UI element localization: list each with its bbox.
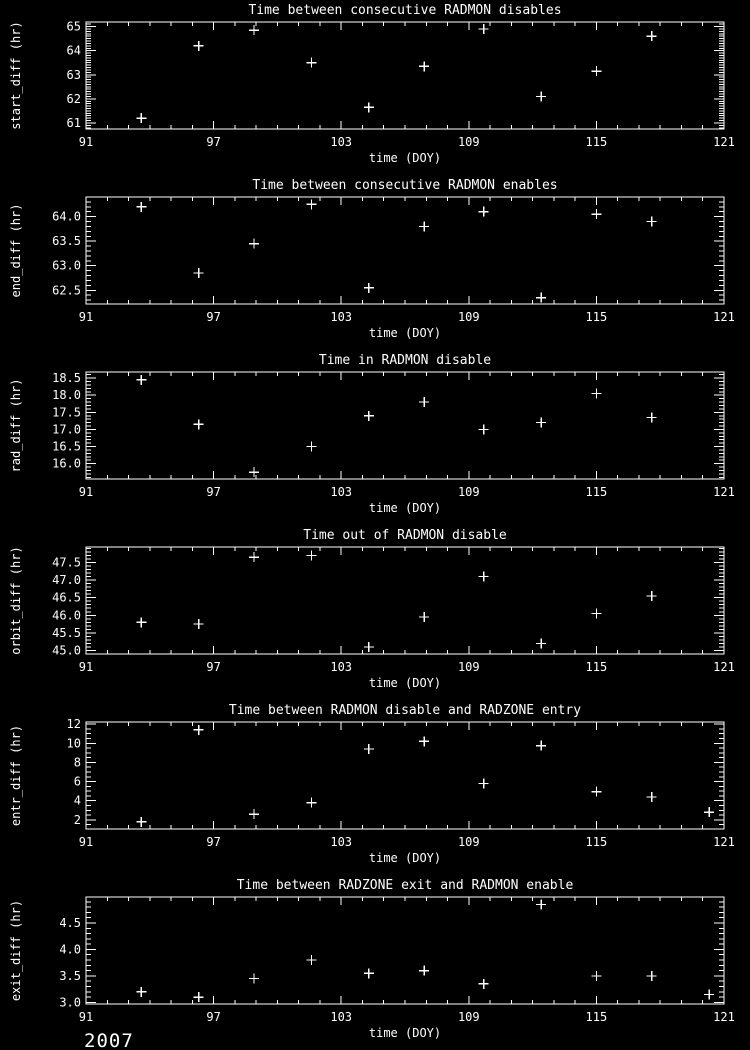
x-tick-label: 91 <box>78 310 94 324</box>
data-points <box>136 24 656 123</box>
x-tick-label: 121 <box>713 835 735 849</box>
y-tick-label: 45.5 <box>52 625 81 640</box>
axes <box>52 197 735 324</box>
x-tick-label: 109 <box>457 135 480 149</box>
y-tick-label: 4.5 <box>59 915 81 930</box>
axes <box>67 20 735 149</box>
y-tick-label: 16.5 <box>52 439 81 454</box>
axes <box>59 897 735 1024</box>
x-tick-label: 103 <box>330 1010 353 1024</box>
y-axis-label: exit_diff (hr) <box>9 899 23 1002</box>
y-tick-label: 3.0 <box>59 995 81 1010</box>
x-tick-label: 109 <box>457 1010 480 1024</box>
chart-band-4 <box>0 525 750 700</box>
y-tick-label: 3.5 <box>59 968 81 983</box>
y-tick-label: 62.5 <box>52 283 81 298</box>
x-tick-label: 115 <box>585 835 608 849</box>
x-tick-label: 115 <box>585 310 608 324</box>
chart-band-2 <box>0 175 750 350</box>
x-tick-label: 103 <box>330 835 353 849</box>
y-tick-label: 64.0 <box>52 209 81 224</box>
chart-title: Time between consecutive RADMON enables <box>252 178 558 193</box>
chart-title: Time out of RADMON disable <box>303 528 507 543</box>
x-tick-label: 121 <box>713 135 735 149</box>
y-tick-label: 12 <box>66 717 81 732</box>
y-tick-label: 18.5 <box>52 371 81 386</box>
x-axis-label: time (DOY) <box>368 1026 442 1040</box>
year-label: 2007 <box>84 1030 134 1050</box>
chart-title: Time between RADZONE exit and RADMON enable <box>236 878 574 893</box>
y-tick-label: 65 <box>66 19 81 34</box>
y-axis-label: start_diff (hr) <box>9 21 23 130</box>
x-tick-label: 109 <box>457 485 480 499</box>
x-tick-label: 97 <box>206 135 221 149</box>
y-tick-label: 63 <box>66 67 81 82</box>
chart-svg-4 <box>0 525 750 700</box>
y-tick-label: 46.5 <box>52 590 81 605</box>
y-tick-label: 62 <box>66 91 81 106</box>
y-tick-label: 61 <box>66 115 81 130</box>
data-points <box>136 375 656 477</box>
x-tick-label: 115 <box>585 660 608 674</box>
chart-title: Time between consecutive RADMON disables <box>248 3 562 18</box>
x-tick-label: 97 <box>206 835 221 849</box>
y-tick-label: 45.0 <box>52 643 81 658</box>
x-tick-label: 109 <box>457 310 480 324</box>
x-axis-label: time (DOY) <box>368 676 442 690</box>
chart-band-3 <box>0 350 750 525</box>
y-tick-label: 17.0 <box>52 422 81 437</box>
x-tick-label: 121 <box>713 310 735 324</box>
y-tick-label: 2 <box>73 812 81 827</box>
data-points <box>136 899 714 1002</box>
y-tick-label: 47.0 <box>52 573 81 588</box>
data-points <box>136 199 656 302</box>
axes <box>52 371 735 499</box>
x-tick-label: 121 <box>713 660 735 674</box>
x-tick-label: 91 <box>78 485 94 499</box>
y-tick-label: 16.0 <box>52 456 81 471</box>
x-tick-label: 115 <box>585 1010 608 1024</box>
chart-band-5 <box>0 700 750 875</box>
chart-svg-5 <box>0 700 750 875</box>
y-tick-label: 10 <box>66 736 81 751</box>
x-tick-label: 121 <box>713 485 735 499</box>
x-tick-label: 97 <box>206 1010 221 1024</box>
x-tick-label: 115 <box>585 135 608 149</box>
y-axis-label: rad_diff (hr) <box>9 378 23 473</box>
axes <box>52 547 735 674</box>
chart-svg-6 <box>0 875 750 1050</box>
x-tick-label: 109 <box>457 660 480 674</box>
x-tick-label: 97 <box>206 485 221 499</box>
chart-band-1 <box>0 0 750 175</box>
y-tick-label: 64 <box>66 43 81 58</box>
x-tick-label: 97 <box>206 660 221 674</box>
chart-title: Time between RADMON disable and RADZONE entry <box>228 703 582 718</box>
x-tick-label: 121 <box>713 1010 735 1024</box>
data-points <box>136 550 656 652</box>
y-axis-label: orbit_diff (hr) <box>9 546 23 655</box>
y-tick-label: 4.0 <box>59 942 81 957</box>
x-tick-label: 109 <box>457 835 480 849</box>
x-tick-label: 103 <box>330 310 353 324</box>
y-tick-label: 46.0 <box>52 608 81 623</box>
y-tick-label: 17.5 <box>52 405 81 420</box>
chart-svg-1 <box>0 0 750 175</box>
x-tick-label: 91 <box>78 660 94 674</box>
x-axis-label: time (DOY) <box>368 326 442 340</box>
chart-svg-2 <box>0 175 750 350</box>
y-tick-label: 6 <box>73 774 81 789</box>
x-tick-label: 103 <box>330 660 353 674</box>
x-tick-label: 115 <box>585 485 608 499</box>
y-tick-label: 47.5 <box>52 555 81 570</box>
y-tick-label: 63.0 <box>52 258 81 273</box>
x-tick-label: 91 <box>78 835 94 849</box>
chart-title: Time in RADMON disable <box>318 353 492 368</box>
y-axis-label: end_diff (hr) <box>9 203 23 298</box>
y-tick-label: 8 <box>73 755 81 770</box>
data-points <box>136 725 714 827</box>
y-tick-label: 4 <box>73 793 81 808</box>
x-tick-label: 97 <box>206 310 221 324</box>
x-axis-label: time (DOY) <box>368 501 442 515</box>
y-axis-label: entr_diff (hr) <box>9 724 23 827</box>
x-axis-label: time (DOY) <box>368 851 442 865</box>
x-tick-label: 103 <box>330 485 353 499</box>
x-tick-label: 91 <box>78 135 94 149</box>
x-axis-label: time (DOY) <box>368 151 442 165</box>
chart-band-6 <box>0 875 750 1050</box>
x-tick-label: 91 <box>78 1010 94 1024</box>
x-tick-label: 103 <box>330 135 353 149</box>
y-tick-label: 18.0 <box>52 388 81 403</box>
chart-svg-3 <box>0 350 750 525</box>
y-tick-label: 63.5 <box>52 234 81 249</box>
axes <box>67 717 735 849</box>
